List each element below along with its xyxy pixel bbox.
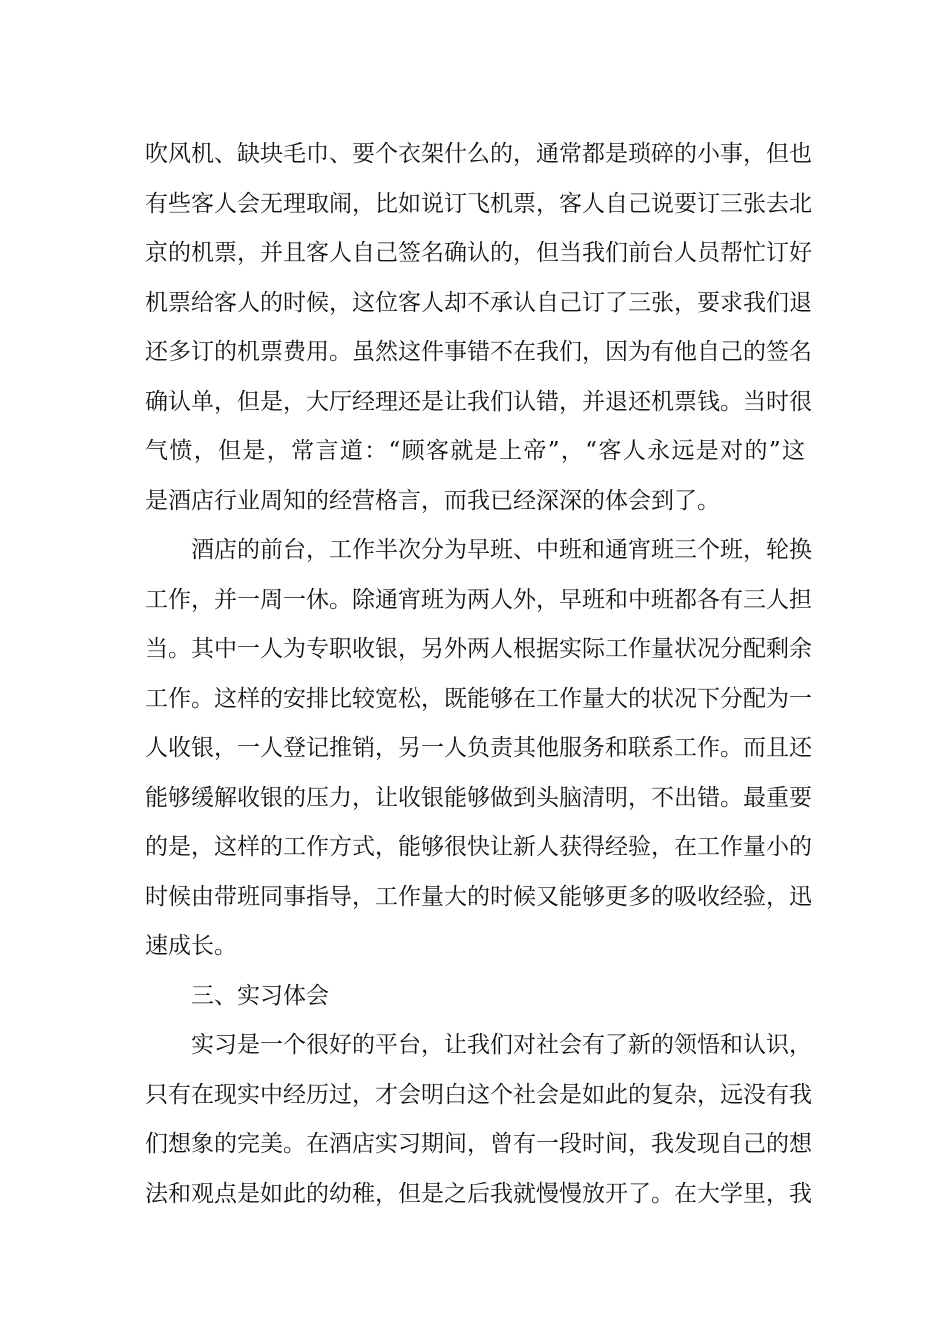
text-line: 还多订的机票费用。虽然这件事错不在我们，因为有他自己的签名	[145, 339, 812, 365]
text-line: 人收银，一人登记推销，另一人负责其他服务和联系工作。而且还	[145, 735, 812, 761]
text-line: 时候由带班同事指导，工作量大的时候又能够更多的吸收经验，迅	[145, 884, 812, 910]
text-line: 有些客人会无理取闹，比如说订飞机票，客人自己说要订三张去北	[145, 191, 812, 217]
text-line: 的是，这样的工作方式，能够很快让新人获得经验，在工作量小的	[145, 834, 812, 860]
paragraph-first-line: 实习是一个很好的平台，让我们对社会有了新的领悟和认识，	[191, 1032, 812, 1058]
section-heading: 三、实习体会	[191, 983, 329, 1009]
paragraph-first-line: 酒店的前台，工作半次分为早班、中班和通宵班三个班，轮换	[191, 537, 812, 563]
text-line: 是酒店行业周知的经营格言，而我已经深深的体会到了。	[145, 488, 720, 514]
text-line: 京的机票，并且客人自己签名确认的，但当我们前台人员帮忙订好	[145, 240, 812, 266]
text-line: 吹风机、缺块毛巾、要个衣架什么的，通常都是琐碎的小事，但也	[145, 141, 812, 167]
text-line: 当。其中一人为专职收银，另外两人根据实际工作量状况分配剩余	[145, 636, 812, 662]
text-line: 们想象的完美。在酒店实习期间，曾有一段时间，我发现自己的想	[145, 1131, 812, 1157]
text-line: 法和观点是如此的幼稚，但是之后我就慢慢放开了。在大学里，我	[145, 1181, 812, 1207]
text-line: 能够缓解收银的压力，让收银能够做到头脑清明，不出错。最重要	[145, 785, 812, 811]
text-line: 工作，并一周一休。除通宵班为两人外，早班和中班都各有三人担	[145, 587, 812, 613]
text-line: 气愤，但是，常言道：“顾客就是上帝”，“客人永远是对的”这	[145, 438, 805, 464]
text-line: 工作。这样的安排比较宽松，既能够在工作量大的状况下分配为一	[145, 686, 812, 712]
text-line: 速成长。	[145, 933, 237, 959]
text-line: 确认单，但是，大厅经理还是让我们认错，并退还机票钱。当时很	[145, 389, 812, 415]
text-line: 只有在现实中经历过，才会明白这个社会是如此的复杂，远没有我	[145, 1082, 812, 1108]
text-line: 机票给客人的时候，这位客人却不承认自己订了三张，要求我们退	[145, 290, 812, 316]
